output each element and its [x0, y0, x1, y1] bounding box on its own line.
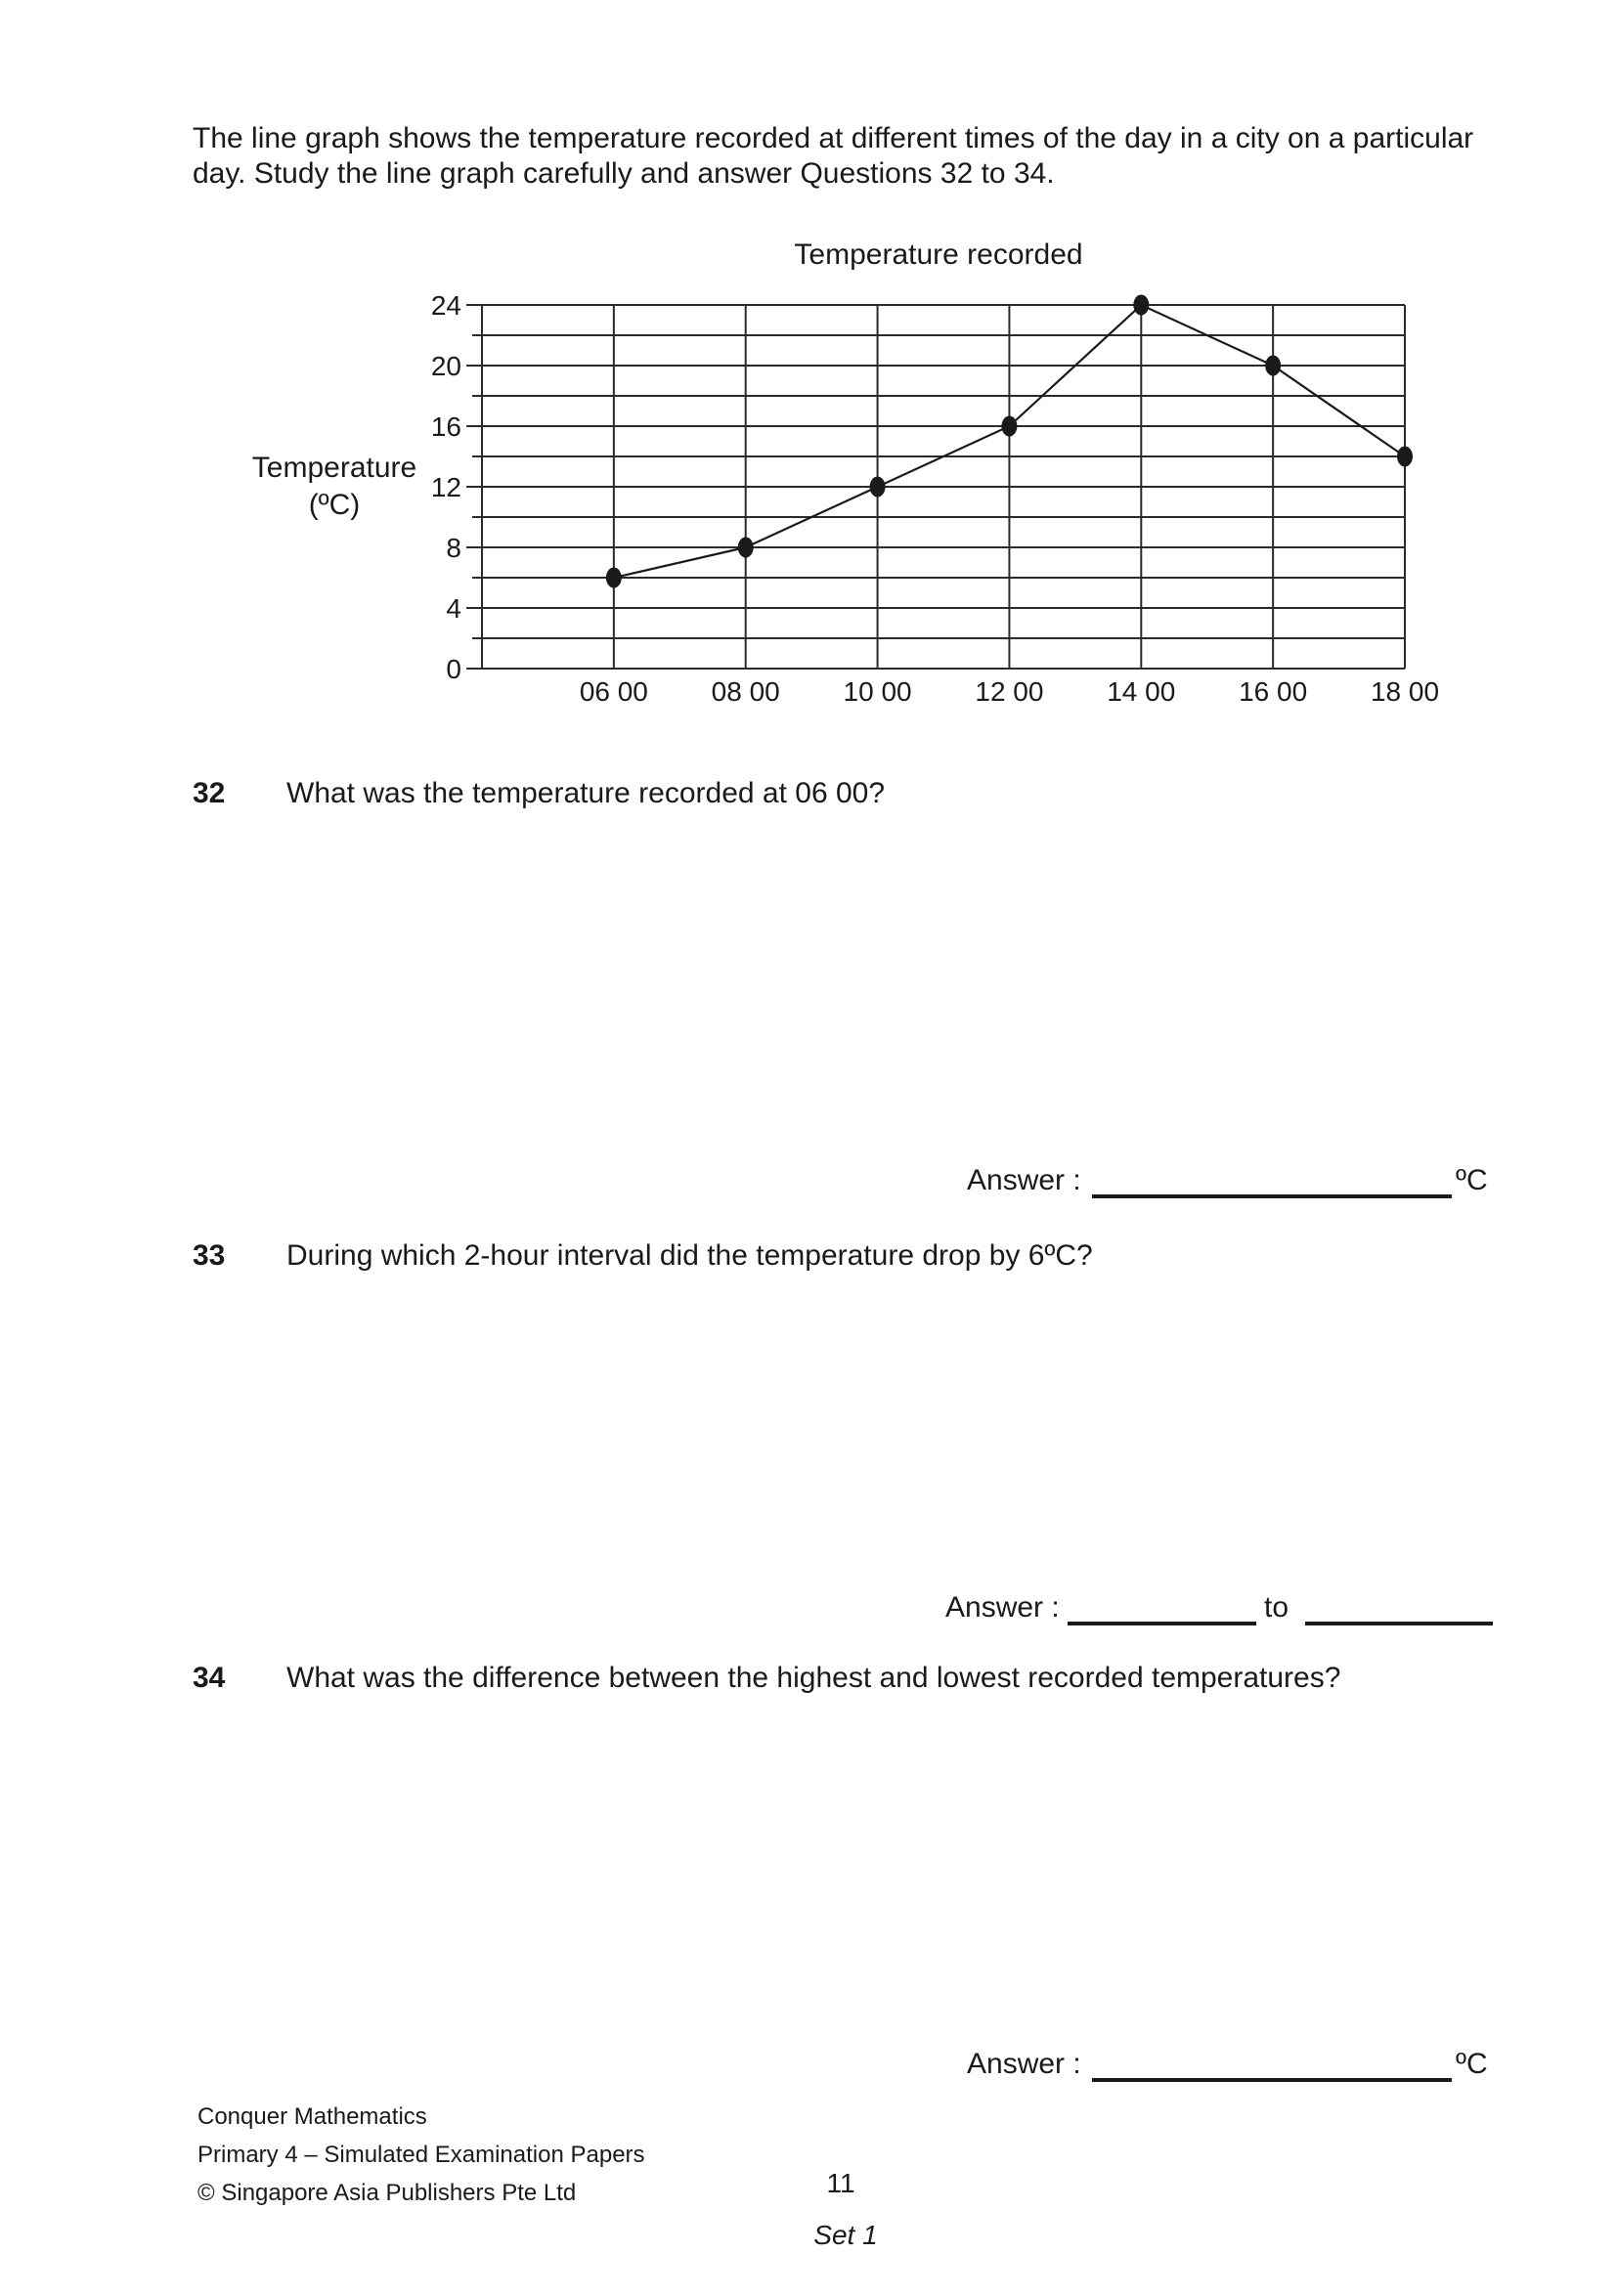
y-axis-label: Temperature	[251, 452, 417, 484]
data-point	[1265, 356, 1281, 376]
chart-title: Temperature recorded	[794, 238, 1083, 271]
intro-line-1: The line graph shows the temperature recorded at different times of the day in a city on a particular	[193, 122, 1474, 154]
answer-34-unit: ºC	[1456, 2048, 1488, 2080]
y-tick-label: 16	[430, 412, 461, 442]
y-tick-label: 20	[430, 351, 461, 381]
answer-32-label: Answer :	[967, 1164, 1081, 1196]
answer-33-to-word: to	[1264, 1591, 1289, 1624]
question-32-number: 32	[193, 777, 226, 809]
x-tick-label: 14 00	[1107, 676, 1176, 707]
data-point	[870, 477, 886, 498]
footer-line-3: © Singapore Asia Publishers Pte Ltd	[197, 2180, 577, 2206]
question-33-text: During which 2-hour interval did the temperature drop by 6ºC?	[286, 1239, 1093, 1272]
answer-34-blank-line	[1092, 2078, 1452, 2082]
answer-33-label: Answer :	[945, 1591, 1060, 1624]
x-tick-label: 06 00	[579, 676, 648, 707]
y-axis-label-unit: (ºC)	[308, 489, 361, 521]
intro-line-2: day. Study the line graph carefully and answer Questions 32 to 34.	[193, 157, 1055, 190]
x-tick-label: 18 00	[1370, 676, 1440, 707]
temperature-line-chart	[244, 225, 1496, 723]
question-32-text: What was the temperature recorded at 06 00?	[286, 777, 886, 809]
question-33-number: 33	[193, 1239, 226, 1272]
footer-line-2: Primary 4 – Simulated Examination Papers	[197, 2142, 645, 2168]
x-tick-label: 08 00	[711, 676, 780, 707]
footer-line-1: Conquer Mathematics	[197, 2103, 427, 2130]
data-point	[738, 538, 754, 558]
answer-32-blank-line	[1092, 1194, 1452, 1198]
answer-33-blank-line-from	[1068, 1622, 1256, 1625]
y-tick-label: 24	[430, 290, 461, 321]
answer-33-blank-line-to	[1305, 1622, 1493, 1625]
data-point	[1001, 416, 1017, 437]
x-tick-label: 10 00	[843, 676, 912, 707]
data-point	[1397, 447, 1413, 467]
x-tick-label: 12 00	[975, 676, 1044, 707]
y-tick-label: 8	[446, 533, 461, 563]
page-number: 11	[826, 2168, 855, 2198]
x-tick-label: 16 00	[1239, 676, 1308, 707]
y-tick-label: 12	[430, 472, 461, 502]
data-point	[606, 568, 622, 588]
data-point	[1133, 295, 1149, 316]
y-tick-label: 4	[446, 593, 461, 624]
answer-32-unit: ºC	[1456, 1164, 1488, 1196]
y-tick-label: 0	[446, 654, 461, 684]
question-34-text: What was the difference between the highest and lowest recorded temperatures?	[286, 1662, 1341, 1694]
question-34-number: 34	[193, 1662, 226, 1694]
answer-34-label: Answer :	[967, 2048, 1081, 2080]
set-label: Set 1	[813, 2220, 878, 2250]
